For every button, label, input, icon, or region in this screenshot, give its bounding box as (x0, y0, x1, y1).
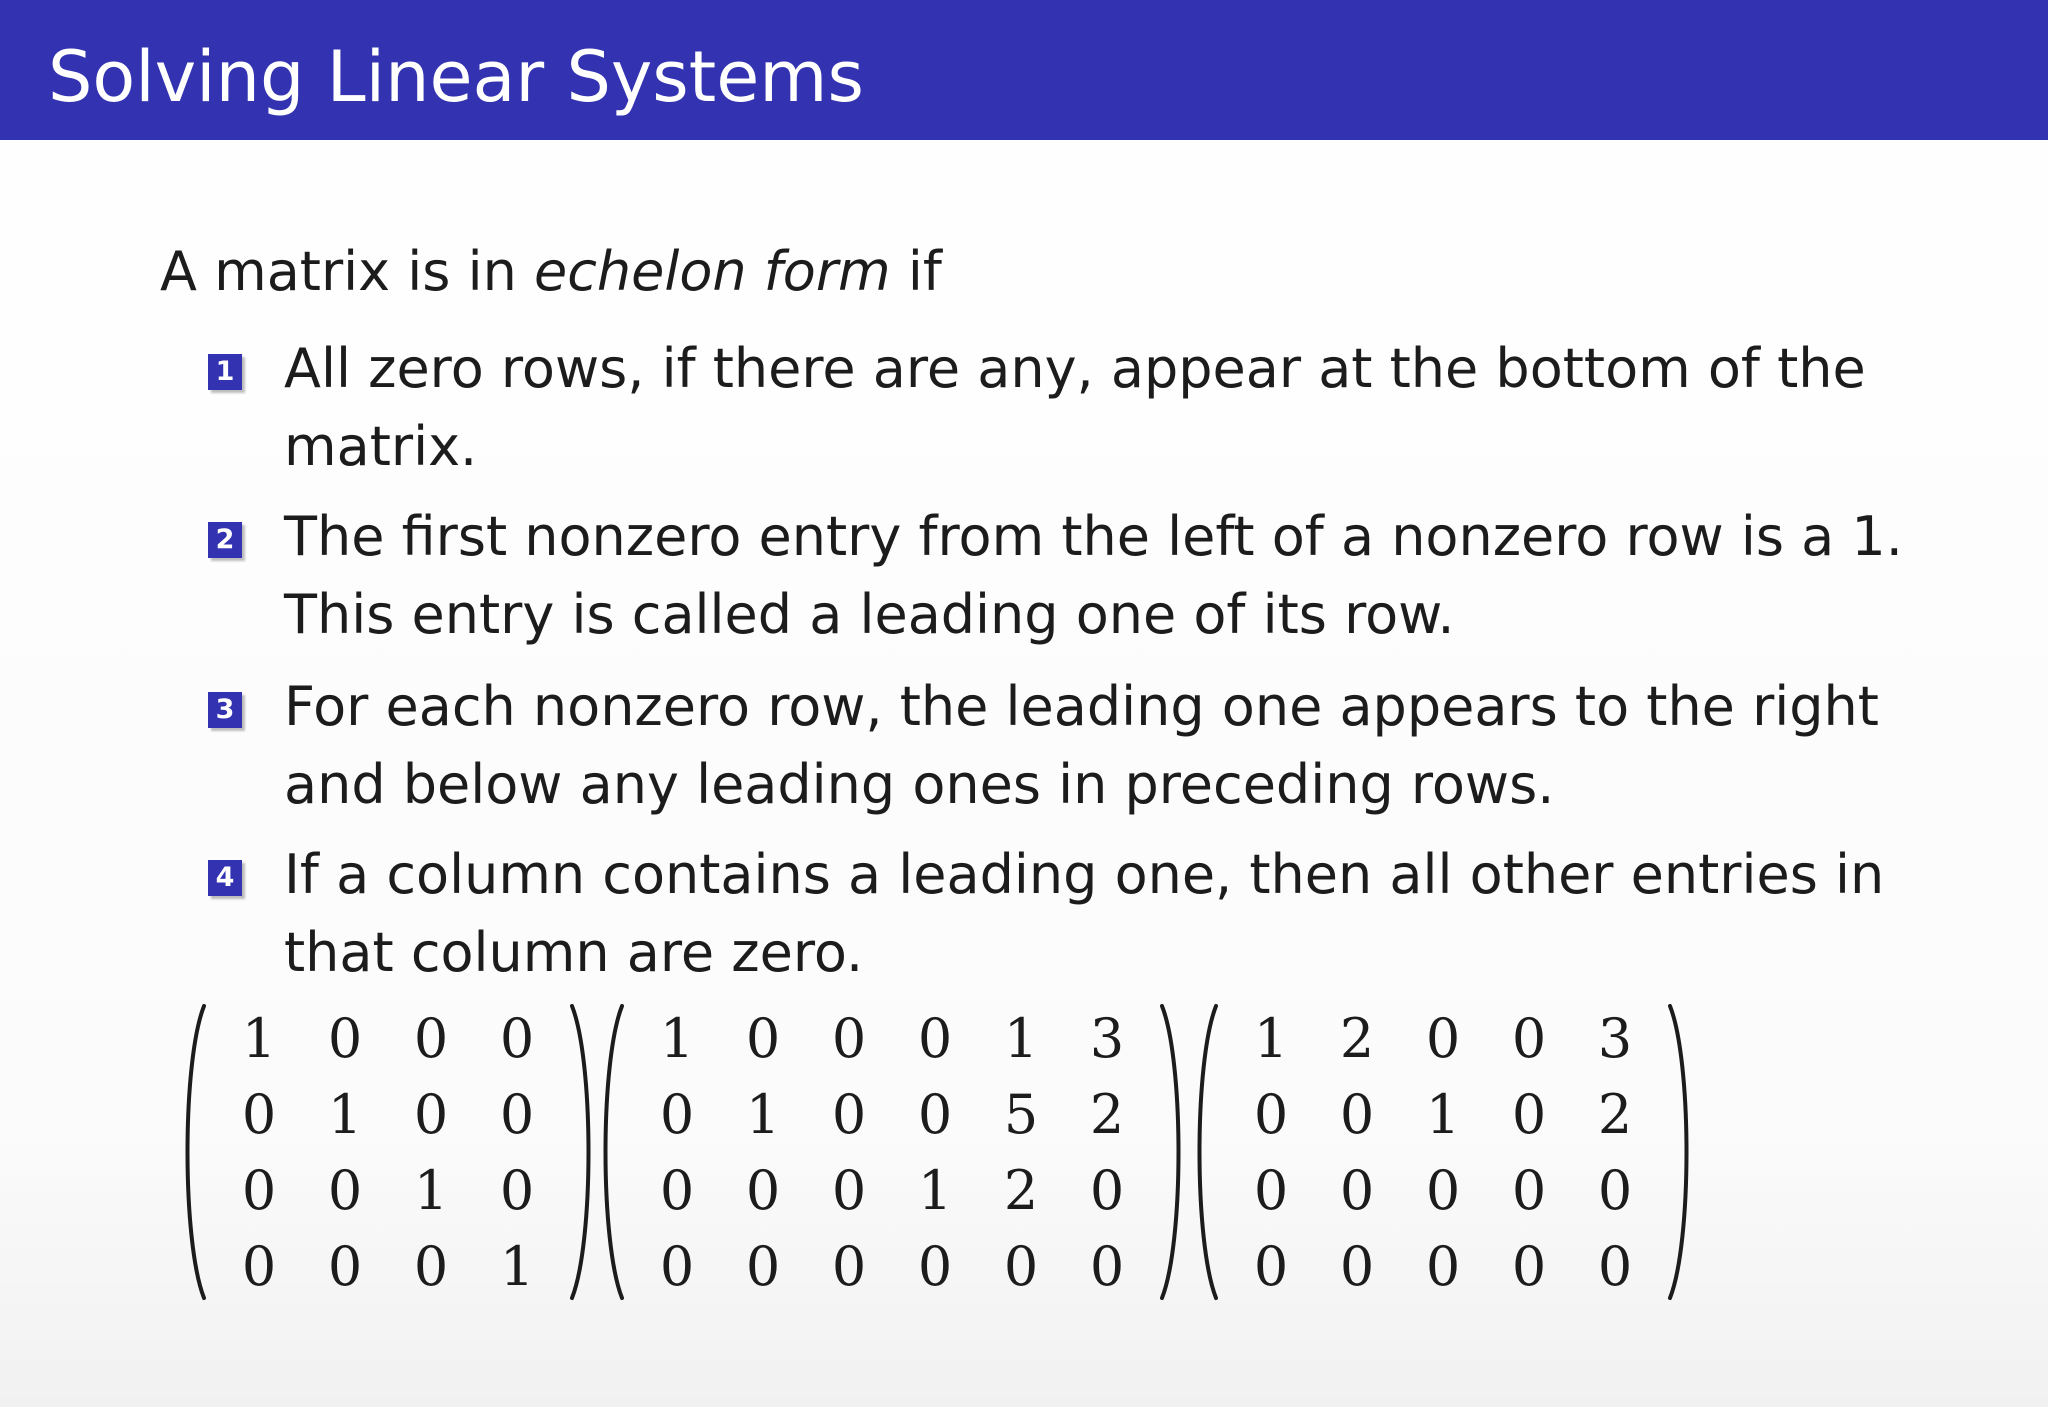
matrix-cell: 0 (831, 1083, 867, 1146)
matrix-cell: 0 (659, 1159, 695, 1222)
matrix-entries (216, 1002, 560, 1302)
item-text (284, 668, 1904, 824)
item-text (284, 498, 1904, 654)
matrix-cell: 0 (831, 1007, 867, 1070)
matrix-cell: 1 (1003, 1007, 1039, 1070)
matrix-cell: 0 (1339, 1159, 1375, 1222)
matrix (596, 1002, 1188, 1302)
matrix-cell: 0 (745, 1007, 781, 1070)
matrix-cell: 1 (1425, 1083, 1461, 1146)
item-line: All zero rows, if there are any, appear at the bottom of the (284, 337, 1866, 400)
left-parenthesis (596, 1002, 626, 1302)
matrix-cell: 0 (745, 1235, 781, 1298)
matrix-cell: 0 (659, 1083, 695, 1146)
matrix-cell: 0 (659, 1235, 695, 1298)
matrix-cell: 0 (1511, 1083, 1547, 1146)
matrix-cell: 0 (1597, 1159, 1633, 1222)
matrix-cell: 3 (1089, 1007, 1125, 1070)
matrix-cell: 0 (1089, 1159, 1125, 1222)
matrix-cell: 1 (499, 1235, 535, 1298)
matrix-cell: 0 (327, 1235, 363, 1298)
matrix-cell: 0 (1003, 1235, 1039, 1298)
matrix-cell: 0 (413, 1083, 449, 1146)
right-parenthesis (1158, 1002, 1188, 1302)
matrix-cell: 3 (1597, 1007, 1633, 1070)
matrix-cell: 0 (1425, 1235, 1461, 1298)
matrix-cell: 0 (917, 1007, 953, 1070)
item-number-badge: 3 (208, 692, 242, 728)
matrix-cell: 0 (499, 1159, 535, 1222)
right-parenthesis (1666, 1002, 1696, 1302)
matrix-cell: 0 (1511, 1007, 1547, 1070)
intro-suffix: if (890, 240, 942, 303)
matrix (1190, 1002, 1696, 1302)
intro-sentence (160, 240, 942, 303)
matrix-cell: 0 (1511, 1159, 1547, 1222)
matrix-cell: 0 (745, 1159, 781, 1222)
matrix-cell: 0 (1253, 1235, 1289, 1298)
matrix-cell: 0 (499, 1007, 535, 1070)
matrix-cell: 0 (1425, 1007, 1461, 1070)
matrix-entries (1228, 1002, 1658, 1302)
matrix-cell: 1 (327, 1083, 363, 1146)
item-number-badge: 4 (208, 860, 242, 896)
slide-title: Solving Linear Systems (48, 36, 864, 118)
matrix-cell: 0 (1425, 1159, 1461, 1222)
left-parenthesis (1190, 1002, 1220, 1302)
item-line: that column are zero. (284, 921, 864, 984)
matrix-cell: 1 (745, 1083, 781, 1146)
matrix-cell: 0 (241, 1235, 277, 1298)
matrix-cell: 0 (413, 1235, 449, 1298)
matrix-cell: 2 (1003, 1159, 1039, 1222)
matrix-cell: 0 (1253, 1083, 1289, 1146)
item-line: matrix. (284, 415, 478, 478)
matrix-cell: 0 (327, 1159, 363, 1222)
item-line: The first nonzero entry from the left of a nonzero row is a 1. (284, 505, 1903, 568)
matrix-cell: 0 (1089, 1235, 1125, 1298)
item-line: For each nonzero row, the leading one appears to the right (284, 675, 1879, 738)
matrix (178, 1002, 598, 1302)
item-line: If a column contains a leading one, then all other entries in (284, 843, 1885, 906)
matrix-cell: 0 (917, 1235, 953, 1298)
matrix-cell: 0 (241, 1159, 277, 1222)
matrix-cell: 0 (1339, 1235, 1375, 1298)
matrix-cell: 0 (413, 1007, 449, 1070)
matrix-cell: 0 (831, 1235, 867, 1298)
matrix-cell: 2 (1597, 1083, 1633, 1146)
right-parenthesis (568, 1002, 598, 1302)
matrix-cell: 2 (1339, 1007, 1375, 1070)
matrix-cell: 0 (1597, 1235, 1633, 1298)
title-bar (0, 0, 2048, 140)
item-number-badge: 1 (208, 354, 242, 390)
matrix-cell: 0 (1511, 1235, 1547, 1298)
matrix-cell: 0 (917, 1083, 953, 1146)
matrix-cell: 0 (499, 1083, 535, 1146)
item-text (284, 836, 1904, 992)
item-number-badge: 2 (208, 522, 242, 558)
matrix-cell: 1 (241, 1007, 277, 1070)
matrix-cell: 5 (1003, 1083, 1039, 1146)
intro-prefix: A matrix is in (160, 240, 534, 303)
item-line: and below any leading ones in preceding rows. (284, 753, 1555, 816)
intro-emphasis: echelon form (534, 240, 891, 303)
matrix-cell: 1 (659, 1007, 695, 1070)
matrix-cell: 0 (1253, 1159, 1289, 1222)
matrix-cell: 0 (1339, 1083, 1375, 1146)
matrix-cell: 1 (1253, 1007, 1289, 1070)
matrix-cell: 2 (1089, 1083, 1125, 1146)
matrix-entries (634, 1002, 1150, 1302)
left-parenthesis (178, 1002, 208, 1302)
matrix-cell: 0 (327, 1007, 363, 1070)
matrix-cell: 0 (831, 1159, 867, 1222)
item-line: This entry is called a leading one of its row. (284, 583, 1455, 646)
matrix-cell: 1 (413, 1159, 449, 1222)
item-text (284, 330, 1904, 486)
matrix-cell: 0 (241, 1083, 277, 1146)
matrix-cell: 1 (917, 1159, 953, 1222)
